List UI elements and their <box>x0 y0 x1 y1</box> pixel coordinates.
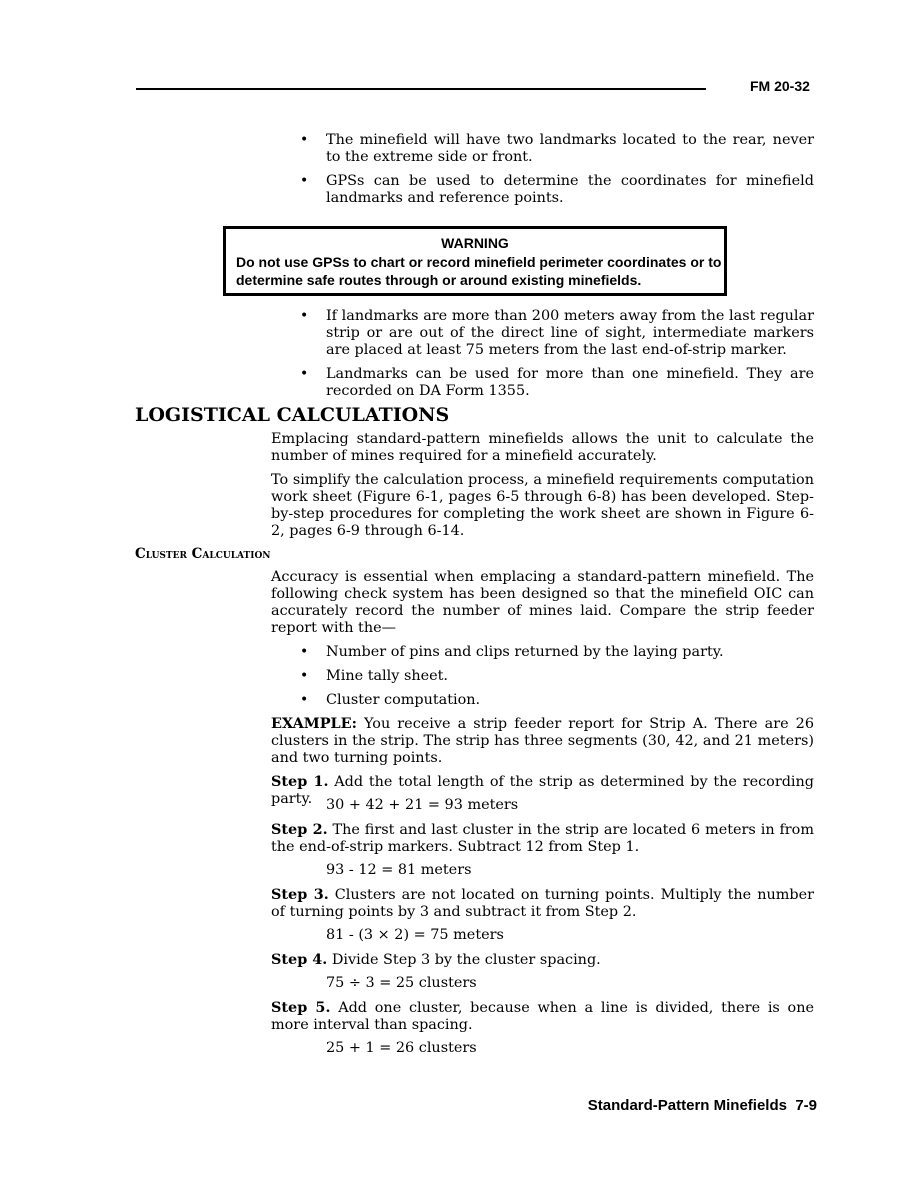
step-calculation: 93 - 12 = 81 meters <box>326 862 472 878</box>
bullet-item: If landmarks are more than 200 meters away from the last regular strip or are out of the direct line of sight, intermediate markers are placed at least 75 meters from the last end-of-strip marker. <box>326 308 814 358</box>
example-label: EXAMPLE: <box>271 715 357 732</box>
bullet-item: GPSs can be used to determine the coordinates for minefield landmarks and reference points. <box>326 173 814 206</box>
bullet-marker: • <box>300 366 309 382</box>
step-paragraph <box>271 951 814 969</box>
paragraph: To simplify the calculation process, a minefield requirements computation work sheet (Figure 6-1, pages 6-5 through 6-8) has been developed. Step-by-step procedures for completing the work sheet are shown in Figure 6-2, pages 6-9 through 6-14. <box>271 472 814 539</box>
bullet-marker: • <box>300 173 309 189</box>
step-label: Step 1. <box>271 773 329 790</box>
bullet-item: Cluster computation. <box>326 692 481 708</box>
bullet-item: The minefield will have two landmarks located to the rear, never to the extreme side or front. <box>326 132 814 165</box>
step-text: Divide Step 3 by the cluster spacing. <box>327 952 601 968</box>
warning-box <box>223 226 727 296</box>
step-paragraph <box>271 821 814 856</box>
example-paragraph <box>271 715 814 767</box>
example-text: You receive a strip feeder report for Strip A. There are 26 clusters in the strip. The strip has three segments (30, 42, and 21 meters) and two turning points. <box>271 716 814 766</box>
step-label: Step 2. <box>271 821 328 838</box>
step-paragraph <box>271 999 814 1034</box>
step-text: Add one cluster, because when a line is divided, there is one more interval than spacing. <box>271 1000 814 1033</box>
bullet-item: Mine tally sheet. <box>326 668 449 684</box>
step-label: Step 5. <box>271 999 331 1016</box>
step-calculation: 30 + 42 + 21 = 93 meters <box>326 797 519 813</box>
header-rule <box>136 88 706 90</box>
step-text: Add the total length of the strip as determined by the recording party. <box>271 774 814 807</box>
step-text: The first and last cluster in the strip are located 6 meters in from the end-of-strip markers. Subtract 12 from Step 1. <box>271 822 814 855</box>
warning-title: WARNING <box>441 235 509 251</box>
document-id: FM 20-32 <box>750 78 810 94</box>
step-calculation: 81 - (3 × 2) = 75 meters <box>326 927 504 943</box>
bullet-item: Landmarks can be used for more than one minefield. They are recorded on DA Form 1355. <box>326 366 814 399</box>
step-text: Clusters are not located on turning points. Multiply the number of turning points by 3 and subtract it from Step 2. <box>271 887 814 920</box>
section-heading: LOGISTICAL CALCULATIONS <box>135 404 450 426</box>
paragraph: Accuracy is essential when emplacing a standard-pattern minefield. The following check system has been designed so that the minefield OIC can accurately record the number of mines laid. Compare the strip feeder report with the— <box>271 569 814 636</box>
step-calculation: 25 + 1 = 26 clusters <box>326 1040 477 1056</box>
warning-text: Do not use GPSs to chart or record minefield perimeter coordinates or to determine safe routes through or around existing minefields. <box>236 254 722 288</box>
step-calculation: 75 ÷ 3 = 25 clusters <box>326 975 477 991</box>
bullet-marker: • <box>300 308 309 324</box>
page-footer: Standard-Pattern Minefields 7-9 <box>587 1097 817 1114</box>
bullet-item: Number of pins and clips returned by the laying party. <box>326 644 724 660</box>
step-paragraph <box>271 886 814 921</box>
step-label: Step 3. <box>271 886 329 903</box>
bullet-marker: • <box>300 132 309 148</box>
step-label: Step 4. <box>271 951 328 968</box>
subsection-heading: Cluster Calculation <box>135 546 271 562</box>
bullet-marker: • <box>300 644 309 660</box>
bullet-marker: • <box>300 692 309 708</box>
bullet-marker: • <box>300 668 309 684</box>
paragraph: Emplacing standard-pattern minefields allows the unit to calculate the number of mines required for a minefield accurately. <box>271 431 814 464</box>
